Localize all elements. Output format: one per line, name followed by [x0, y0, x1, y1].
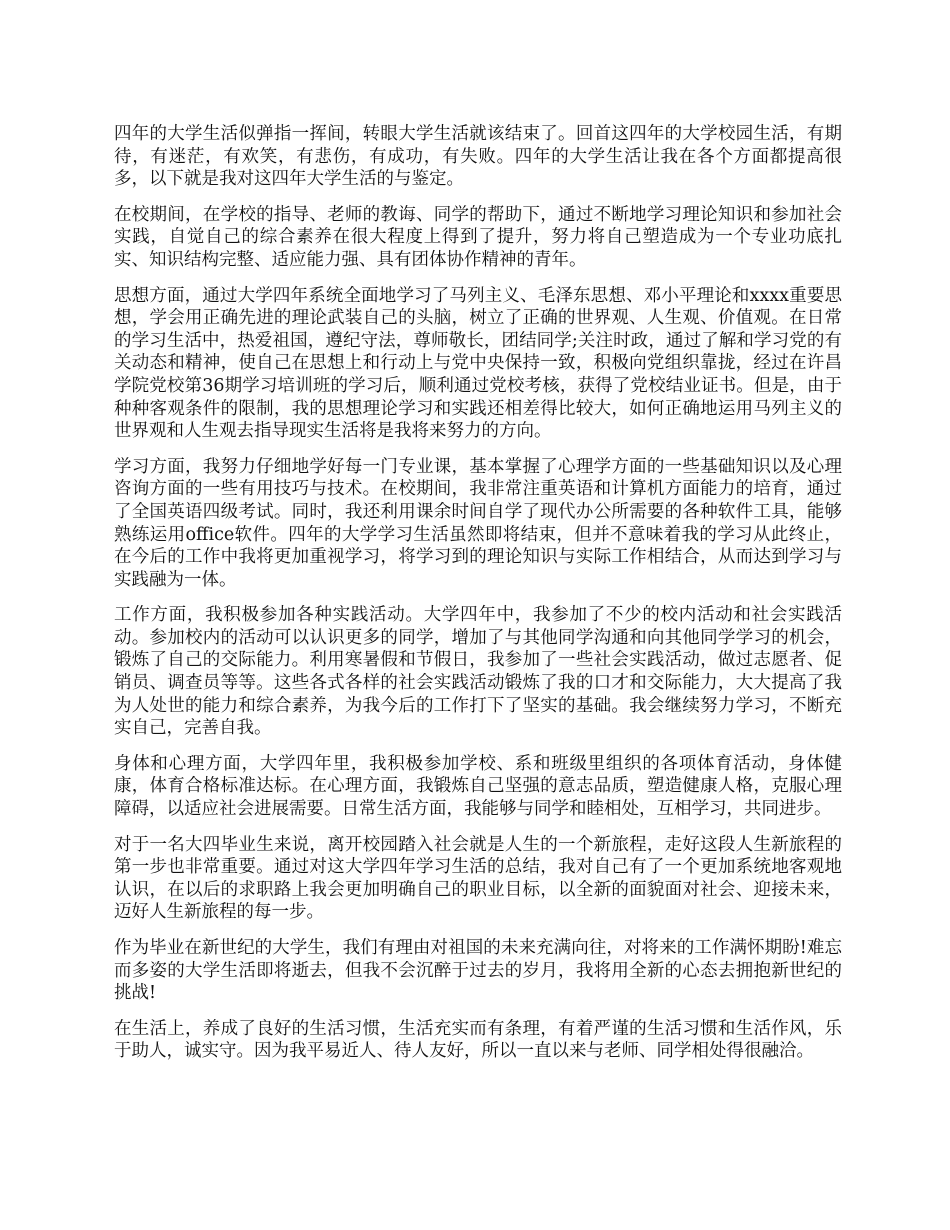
paragraph-graduate: 对于一名大四毕业生来说，离开校园踏入社会就是人生的一个新旅程，走好这段人生新旅程的第一步也非常重要。通过对这大学四年学习生活的总结，我对自己有了一个更加系统地客观地认识，在以后的求职路上我会更加明确自己的职业目标，以全新的面貌面对社会、迎接未来，迈好人生新旅程的每一步。 — [114, 834, 842, 923]
paragraph-study: 学习方面，我努力仔细地学好每一门专业课，基本掌握了心理学方面的一些基础知识以及心理咨询方面的一些有用技巧与技术。在校期间，我非常注重英语和计算机方面能力的培育，通过了全国英语四级考试。同时，我还利用课余时间自学了现代办公所需要的各种软件工具，能够熟练运用office软件。四年的大学学习生活虽然即将结束，但并不意味着我的学习从此终止，在今后的工作中我将更加重视学习，将学习到的理论知识与实际工作相结合，从而达到学习与实践融为一体。 — [114, 456, 842, 590]
paragraph-ideology: 思想方面，通过大学四年系统全面地学习了马列主义、毛泽东思想、邓小平理论和xxxx重要思想，学会用正确先进的理论武装自己的头脑，树立了正确的世界观、人生观、价值观。在日常的学习生活中，热爱祖国，遵纪守法，尊师敬长，团结同学;关注时政，通过了解和学习党的有关动态和精神，使自己在思想上和行动上与党中央保持一致，积极向党组织靠拢，经过在许昌学院党校第36期学习培训班的学习后，顺利通过党校考核，获得了党校结业证书。但是，由于种种客观条件的限制，我的思想理论学习和实践还相差得比较大，如何正确地运用马列主义的世界观和人生观去指导现实生活将是我将来努力的方向。 — [114, 285, 842, 442]
document-body — [114, 123, 842, 1076]
paragraph-work: 工作方面，我积极参加各种实践活动。大学四年中，我参加了不少的校内活动和社会实践活动。参加校内的活动可以认识更多的同学，增加了与其他同学沟通和向其他同学学习的机会，锻炼了自己的交际能力。利用寒暑假和节假日，我参加了一些社会实践活动，做过志愿者、促销员、调查员等等。这些各式各样的社会实践活动锻炼了我的口才和交际能力，大大提高了我为人处世的能力和综合素养，为我今后的工作打下了坚实的基础。我会继续努力学习，不断充实自己，完善自我。 — [114, 605, 842, 739]
paragraph-new-century: 作为毕业在新世纪的大学生，我们有理由对祖国的未来充满向往，对将来的工作满怀期盼!难忘而多姿的大学生活即将逝去，但我不会沉醉于过去的岁月，我将用全新的心态去拥抱新世纪的挑战! — [114, 938, 842, 1004]
paragraph-life: 在生活上，养成了良好的生活习惯，生活充实而有条理，有着严谨的生活习惯和生活作风，乐于助人，诚实守。因为我平易近人、待人友好，所以一直以来与老师、同学相处得很融洽。 — [114, 1018, 842, 1062]
paragraph-school-period: 在校期间，在学校的指导、老师的教诲、同学的帮助下，通过不断地学习理论知识和参加社会实践，自觉自己的综合素养在很大程度上得到了提升，努力将自己塑造成为一个专业功底扎实、知识结构完整、适应能力强、具有团体协作精神的青年。 — [114, 204, 842, 270]
paragraph-body-mind: 身体和心理方面，大学四年里，我积极参加学校、系和班级里组织的各项体育活动，身体健康，体育合格标准达标。在心理方面，我锻炼自己坚强的意志品质，塑造健康人格，克服心理障碍，以适应社会进展需要。日常生活方面，我能够与同学和睦相处，互相学习，共同进步。 — [114, 753, 842, 820]
paragraph-intro: 四年的大学生活似弹指一挥间，转眼大学生活就该结束了。回首这四年的大学校园生活，有期待，有迷茫，有欢笑，有悲伤，有成功，有失败。四年的大学生活让我在各个方面都提高很多，以下就是我对这四年大学生活的与鉴定。 — [114, 124, 842, 190]
